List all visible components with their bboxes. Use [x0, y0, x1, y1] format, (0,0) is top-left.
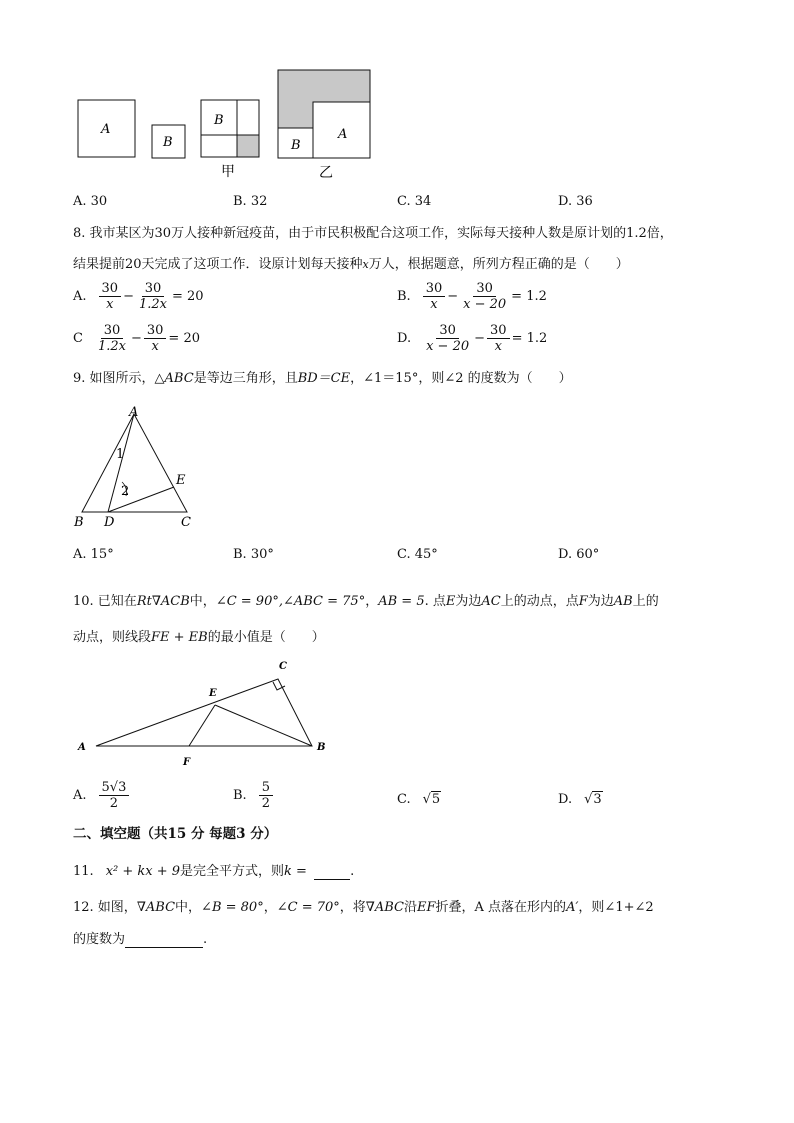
q7-option-b[interactable]: B. 32	[233, 194, 268, 209]
q11-answer-blank[interactable]	[314, 865, 350, 880]
q10-label-a: A	[78, 742, 86, 753]
q9-figure	[70, 400, 210, 535]
q10-option-d[interactable]: D. √ 3	[558, 791, 602, 807]
svg-text:B: B	[214, 113, 224, 128]
figure-yi	[278, 70, 370, 158]
q10-option-a[interactable]: A. $\frac{5√3}{2}$	[73, 780, 131, 811]
q9-label-d: D	[104, 515, 115, 530]
q7-option-a[interactable]: A. 30	[73, 194, 108, 209]
svg-text:A: A	[338, 127, 348, 142]
q9-option-b[interactable]: B. 30°	[233, 547, 274, 562]
figure-jia	[201, 100, 259, 157]
q9-label-b: B	[74, 515, 84, 530]
section-2-heading: 二、填空题（共15 分 每题3 分）	[73, 826, 278, 842]
square-a-label: A	[101, 122, 111, 137]
q8-line-1: 8. 我市某区为30万人接种新冠疫苗，由于市民积极配合这项工作，实际每天接种人数是原计划的1.2倍，	[73, 226, 673, 241]
q12-line-1: 12. 如图，∇ABC中，∠B = 80°，∠C = 70°，将∇ABC沿EF折叠，A 点落在形内的A′，则∠1+∠2	[73, 900, 654, 915]
q7-option-c[interactable]: C. 34	[397, 194, 432, 209]
q8-line-2: 结果提前20天完成了这项工作．设原计划每天接种$^x$万人，根据题意，所列方程正确的是（ ）	[73, 257, 629, 272]
label-jia: 甲	[221, 164, 235, 180]
q12-answer-blank[interactable]	[125, 933, 203, 948]
q8-option-d[interactable]: D. $\frac{30}{x - 20}$ − $\frac{30}{x}$ = 1.2	[397, 323, 548, 354]
q10-label-c: C	[279, 661, 287, 672]
q7-figure	[70, 62, 390, 184]
q10-line-1: 10. 已知在Rt∇ACB中，∠C = 90°,∠ABC = 75°，AB = 5. 点E为边AC上的动点，点F为边AB上的	[73, 594, 659, 609]
q10-option-b[interactable]: B. $\frac{5}{2}$	[233, 780, 275, 811]
q9-label-e: E	[176, 473, 186, 488]
q9-label-a: A	[129, 405, 139, 420]
q10-label-b: B	[317, 742, 326, 753]
q9-label-c: C	[181, 515, 191, 530]
q9-option-d[interactable]: D. 60°	[558, 547, 600, 562]
q11: 11. x² + kx + 9是完全平方式，则k = .	[73, 864, 355, 879]
label-yi: 乙	[319, 165, 333, 181]
square-b-label: B	[163, 135, 173, 150]
q10-label-f: F	[183, 757, 191, 768]
q7-option-d[interactable]: D. 36	[558, 194, 593, 209]
q8-option-c[interactable]: C $\frac{30}{1.2x}$ − $\frac{30}{x}$ = 20	[73, 323, 200, 354]
q9-label-2: 2	[121, 484, 130, 499]
q10-line-2: 动点，则线段FE + EB的最小值是（ ）	[73, 630, 325, 645]
q8-option-a[interactable]: A. $\frac{30}{x}$ − $\frac{30}{1.2x}$ = 20	[73, 281, 204, 312]
q9-stem: 9. 如图所示，△ABC是等边三角形，且BD＝CE，∠1＝15°，则∠2 的度数为（ ）	[73, 371, 572, 386]
q8-option-b[interactable]: B. $\frac{30}{x}$ − $\frac{30}{x - 20}$ = 1.2	[397, 281, 547, 312]
q12-line-2: 的度数为 .	[73, 932, 208, 947]
q9-label-1: 1	[116, 447, 125, 462]
q10-option-c[interactable]: C. √ 5	[397, 791, 441, 807]
svg-text:B: B	[291, 138, 301, 153]
q10-label-e: E	[209, 688, 217, 699]
q9-option-a[interactable]: A. 15°	[73, 547, 114, 562]
q9-option-c[interactable]: C. 45°	[397, 547, 438, 562]
q10-figure	[70, 655, 340, 773]
